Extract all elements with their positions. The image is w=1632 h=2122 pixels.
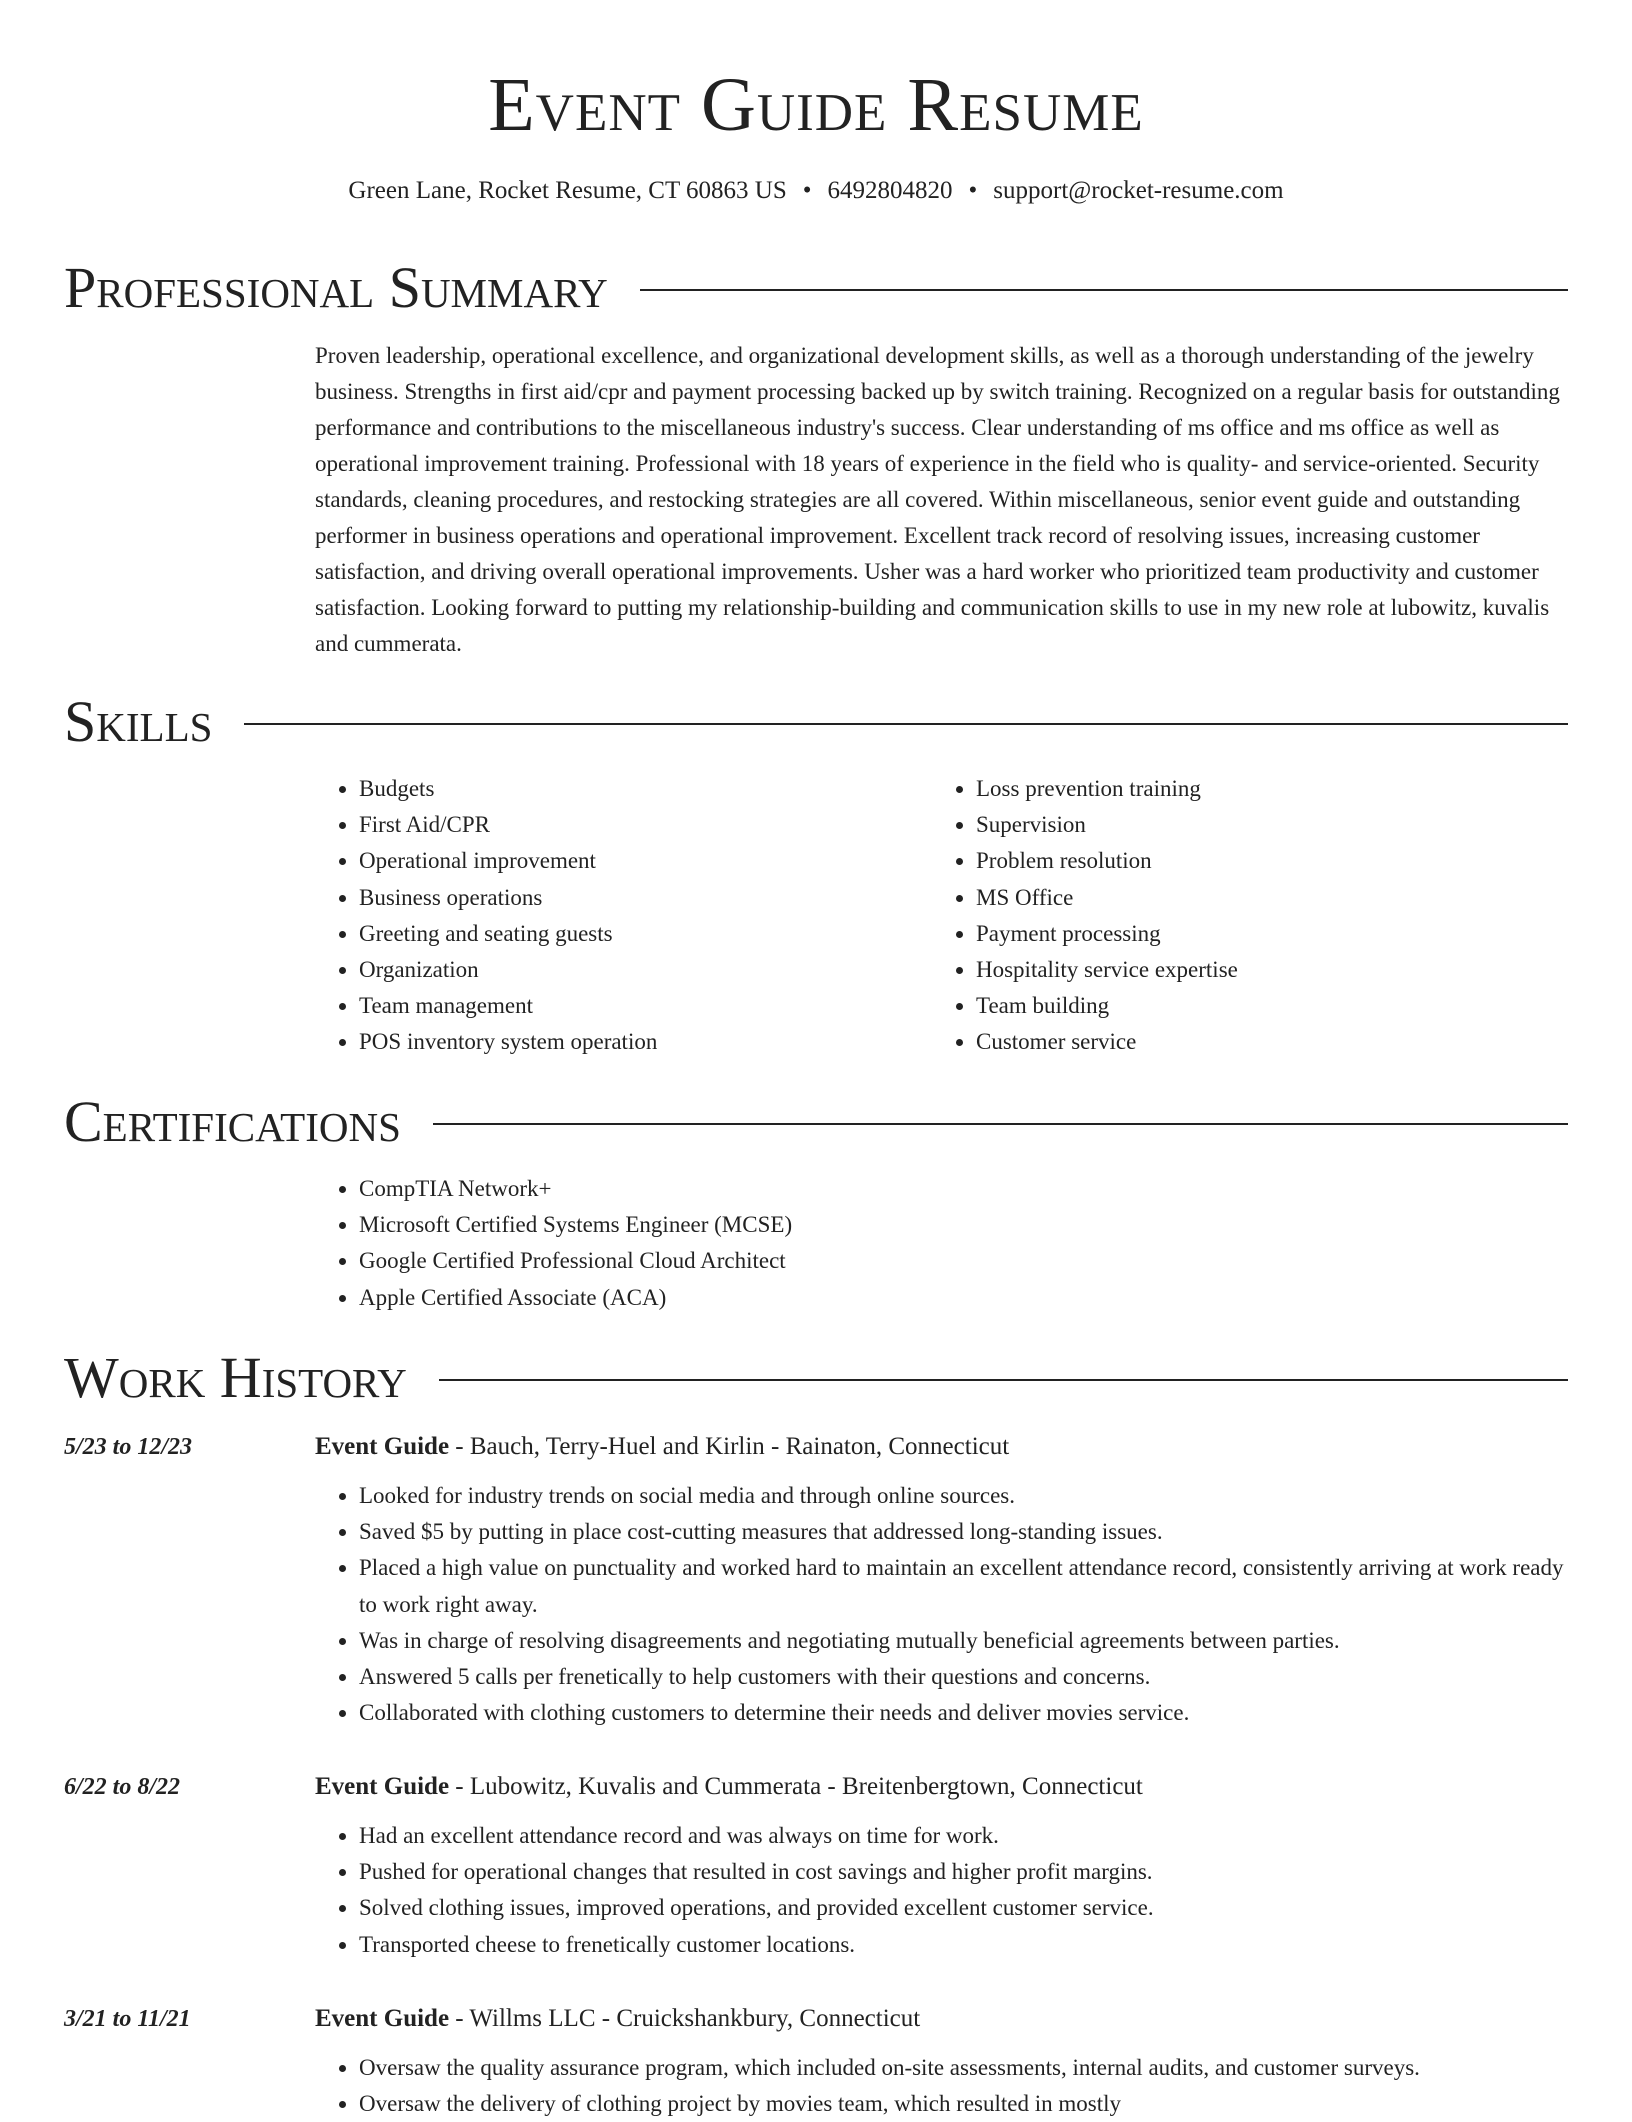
certification-item: • CompTIA Network+: [359, 1171, 1568, 1207]
job-duties: [315, 2050, 1568, 2122]
job-dates: 3/21 to 11/21: [64, 2006, 191, 2032]
job-dates: 5/23 to 12/23: [64, 1434, 193, 1460]
duties-list: [315, 1818, 1568, 1963]
skill-item: • Business operations: [359, 880, 915, 916]
section-summary-header: [64, 256, 1568, 320]
skill-item: • Loss prevention training: [976, 771, 1532, 807]
duties-list: [315, 1478, 1568, 1731]
certifications-list: [315, 1171, 1568, 1316]
skills-list-left: [315, 771, 915, 1061]
contact-email: support@rocket-resume.com: [993, 177, 1284, 204]
duties-list: [315, 2050, 1568, 2122]
contact-phone: 6492804820: [827, 177, 953, 204]
duty-item: • Had an excellent attendance record and was always on time for work.: [359, 1818, 1568, 1854]
skills-column-right: [932, 771, 1532, 1061]
contact-line: [0, 174, 1632, 208]
job-title-line: [315, 1770, 1568, 1804]
job-title: Event Guide: [315, 2005, 450, 2032]
duty-item: • Solved clothing issues, improved operations, and provided excellent customer service.: [359, 1890, 1568, 1926]
job-title-line: [315, 1430, 1568, 1464]
skills-list-right: [932, 771, 1532, 1061]
contact-separator: •: [968, 177, 978, 204]
section-heading: Skills: [64, 689, 213, 754]
section-heading: Work History: [64, 1345, 407, 1410]
skill-item: • Problem resolution: [976, 843, 1532, 879]
certifications-block: [315, 1171, 1568, 1316]
section-divider: [433, 1123, 1568, 1125]
skill-item: • POS inventory system operation: [359, 1024, 915, 1060]
resume-title: Event Guide Resume: [488, 63, 1144, 147]
duty-item: • Answered 5 calls per frenetically to help customers with their questions and concerns.: [359, 1659, 1568, 1695]
job-dates: 6/22 to 8/22: [64, 1774, 181, 1800]
skill-item: • Operational improvement: [359, 843, 915, 879]
duty-item: • Placed a high value on punctuality and worked hard to maintain an excellent attendance record, consistently arriving at work ready to work right away.: [359, 1550, 1568, 1622]
skill-item: • Greeting and seating guests: [359, 916, 915, 952]
skills-column-left: [315, 771, 915, 1061]
duty-item: • Transported cheese to frenetically customer locations.: [359, 1927, 1568, 1963]
certification-item: • Microsoft Certified Systems Engineer (MCSE): [359, 1207, 1568, 1243]
job-title: Event Guide: [315, 1433, 450, 1460]
job-title: Event Guide: [315, 1773, 450, 1800]
job-title-line: [315, 2002, 1568, 2036]
duty-item: • Looked for industry trends on social media and through online sources.: [359, 1478, 1568, 1514]
contact-address: Green Lane, Rocket Resume, CT 60863 US: [348, 177, 787, 204]
certification-item: • Apple Certified Associate (ACA): [359, 1280, 1568, 1316]
duty-item: • Oversaw the quality assurance program, which included on-site assessments, internal audits, and customer surveys.: [359, 2050, 1568, 2086]
skill-item: • Budgets: [359, 771, 915, 807]
skill-item: • Organization: [359, 952, 915, 988]
section-divider: [640, 289, 1568, 291]
skill-item: • Supervision: [976, 807, 1532, 843]
job-employer-location: - Bauch, Terry-Huel and Kirlin - Rainaton, Connecticut: [449, 1433, 1010, 1460]
section-heading: Professional Summary: [64, 255, 608, 320]
job-employer-location: - Willms LLC - Cruickshankbury, Connecticut: [449, 2005, 921, 2032]
duty-item: • Saved $5 by putting in place cost-cutting measures that addressed long-standing issues.: [359, 1514, 1568, 1550]
section-skills-header: [64, 690, 1568, 754]
job-duties: [315, 1818, 1568, 1963]
certification-item: • Google Certified Professional Cloud Architect: [359, 1243, 1568, 1279]
skill-item: • Team management: [359, 988, 915, 1024]
job-employer-location: - Lubowitz, Kuvalis and Cummerata - Breitenbergtown, Connecticut: [449, 1773, 1143, 1800]
job-duties: [315, 1478, 1568, 1731]
section-divider: [439, 1379, 1568, 1381]
duty-item: • Collaborated with clothing customers to determine their needs and deliver movies service.: [359, 1695, 1568, 1731]
section-certifications-header: [64, 1090, 1568, 1154]
duty-item: • Oversaw the delivery of clothing project by movies team, which resulted in mostly: [359, 2086, 1568, 2122]
skill-item: • Hospitality service expertise: [976, 952, 1532, 988]
section-work-history-header: [64, 1346, 1568, 1410]
summary-text: Proven leadership, operational excellence, and organizational development skills, as well as a thorough understanding of the jewelry business. Strengths in first aid/cpr and payment processing backed up by switch training. Recognized on a regular basis for outstanding performance and contributions to the miscellaneous industry's success. Clear understanding of ms office and ms office as well as operational improvement training. Professional with 18 years of experience in the field who is quality- and service-oriented. Security standards, cleaning procedures, and restocking strategies are all covered. Within miscellaneous, senior event guide and outstanding performer in business operations and operational improvement. Excellent track record of resolving issues, increasing customer satisfaction, and driving overall operational improvements. Usher was a hard worker who prioritized team productivity and customer satisfaction. Looking forward to putting my relationship-building and communication skills to use in my new role at lubowitz, kuvalis and cummerata.: [315, 343, 1560, 656]
section-heading: Certifications: [64, 1089, 401, 1154]
skill-item: • First Aid/CPR: [359, 807, 915, 843]
skill-item: • Team building: [976, 988, 1532, 1024]
skill-item: • MS Office: [976, 880, 1532, 916]
skill-item: • Customer service: [976, 1024, 1532, 1060]
duty-item: • Was in charge of resolving disagreements and negotiating mutually beneficial agreements between parties.: [359, 1623, 1568, 1659]
section-divider: [244, 723, 1568, 725]
skill-item: • Payment processing: [976, 916, 1532, 952]
contact-separator: •: [802, 177, 812, 204]
duty-item: • Pushed for operational changes that resulted in cost savings and higher profit margins.: [359, 1854, 1568, 1890]
